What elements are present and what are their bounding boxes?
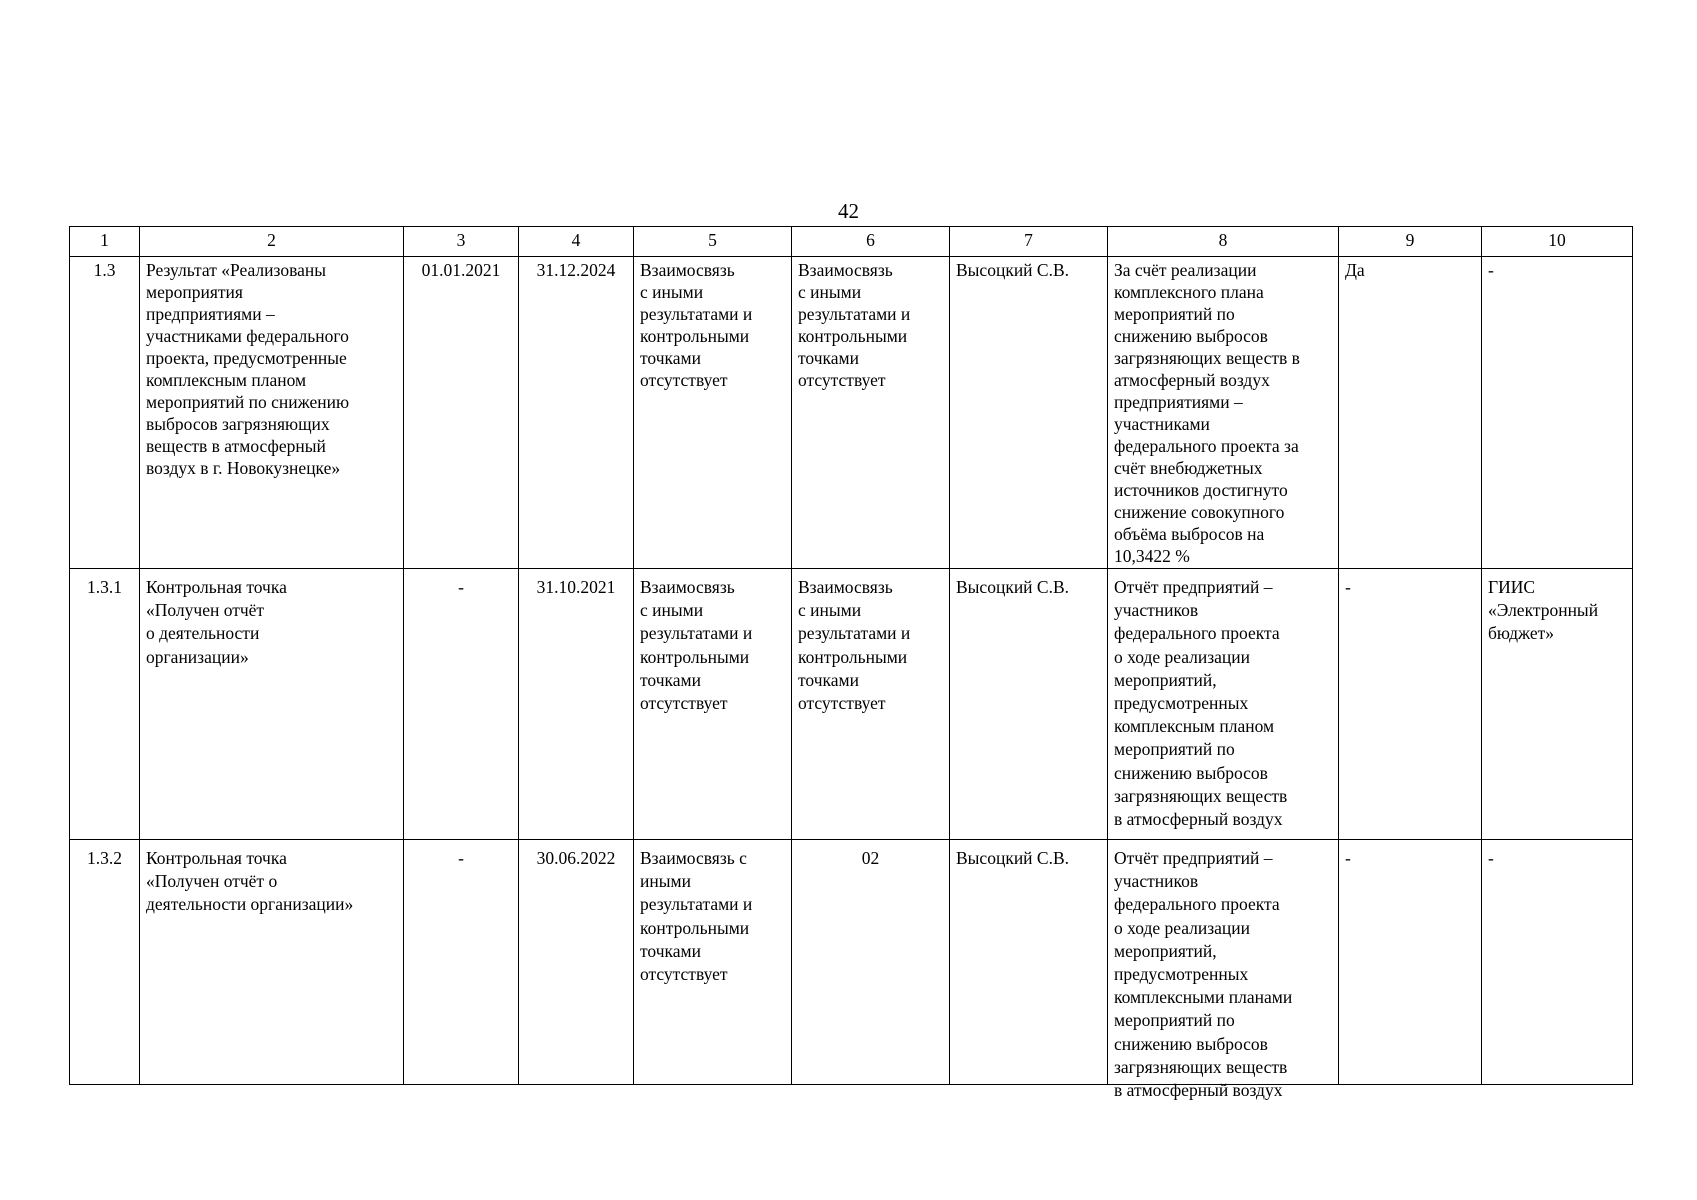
page-number: 42 xyxy=(838,199,859,223)
table-row xyxy=(70,569,1633,840)
column-header: 6 xyxy=(792,227,950,257)
cell-line: комплексным планом xyxy=(146,370,307,390)
result-name-cell xyxy=(140,257,404,569)
end-date-cell: 31.10.2021 xyxy=(519,569,634,840)
cell-line: участников xyxy=(1114,600,1199,621)
cell-line: контрольными xyxy=(640,326,750,346)
cell-line: объёма выбросов на xyxy=(1114,524,1265,544)
responsible-cell: Высоцкий С.В. xyxy=(950,840,1108,1085)
start-date-cell: - xyxy=(404,840,519,1085)
cell-line: отсутствует xyxy=(798,693,886,714)
cell-line: 10,3422 % xyxy=(1114,546,1190,566)
cell-line: Взаимосвязь xyxy=(798,577,893,597)
cell-line: мероприятий, xyxy=(1114,669,1217,690)
cell-line: точками xyxy=(640,348,701,368)
cell-line: результатами и xyxy=(640,304,753,324)
cell-line: с иными xyxy=(640,600,704,621)
relation-cell xyxy=(634,569,792,840)
cell-line: точками xyxy=(798,348,859,368)
column-header: 2 xyxy=(140,227,404,257)
cell-line: предприятиями – xyxy=(146,304,275,324)
system-cell xyxy=(1482,840,1633,1085)
cell-line: точками xyxy=(640,940,701,961)
cell-line: иными xyxy=(640,871,691,892)
cell-line: федерального проекта за xyxy=(1114,436,1299,456)
cell-line: - xyxy=(1488,260,1494,280)
cell-line: мероприятий по xyxy=(1114,739,1235,760)
cell-line: Взаимосвязь xyxy=(640,577,735,597)
cell-line: комплексным планом xyxy=(1114,716,1275,737)
cell-line: участниками xyxy=(1114,414,1210,434)
cell-line: Взаимосвязь xyxy=(640,260,735,280)
cell-line: мероприятия xyxy=(146,282,243,302)
cell-line: бюджет» xyxy=(1488,623,1555,644)
column-header: 9 xyxy=(1339,227,1482,257)
cell-line: выбросов загрязняющих xyxy=(146,414,330,434)
row-number: 1.3.1 xyxy=(70,569,140,840)
cell-line: Результат «Реализованы xyxy=(146,260,326,280)
cell-line: результатами и xyxy=(640,894,753,915)
column-header: 8 xyxy=(1108,227,1339,257)
cell-line: контрольными xyxy=(798,326,908,346)
cell-line: с иными xyxy=(798,282,862,302)
cell-line: с иными xyxy=(640,282,704,302)
cell-line: Взаимосвязь с xyxy=(640,848,747,868)
result-name-cell xyxy=(140,569,404,840)
cell-line: о деятельности xyxy=(146,623,260,644)
cell-line: «Получен отчёт о xyxy=(146,871,278,892)
column-header: 4 xyxy=(519,227,634,257)
cell-line: результатами и xyxy=(798,623,911,644)
cell-line: предприятиями – xyxy=(1114,392,1243,412)
cell-line: комплексного плана xyxy=(1114,282,1264,302)
cell-line: Взаимосвязь xyxy=(798,260,893,280)
relation-cell xyxy=(792,569,950,840)
cell-line: в атмосферный воздух xyxy=(1114,1080,1283,1101)
relation-cell xyxy=(792,257,950,569)
description-cell xyxy=(1108,840,1339,1101)
cell-line: федерального проекта xyxy=(1114,623,1280,644)
cell-line: Отчёт предприятий – xyxy=(1114,577,1273,597)
cell-line: - xyxy=(1488,848,1494,868)
cell-line: контрольными xyxy=(640,917,750,938)
responsible-cell: Высоцкий С.В. xyxy=(950,569,1108,840)
cell-line: За счёт реализации xyxy=(1114,260,1257,280)
column-header: 7 xyxy=(950,227,1108,257)
cell-line: комплексными планами xyxy=(1114,987,1293,1008)
cell-line: мероприятий по xyxy=(1114,304,1235,324)
cell-line: мероприятий, xyxy=(1114,940,1217,961)
flag-cell: Да xyxy=(1339,257,1482,569)
cell-line: отсутствует xyxy=(640,370,728,390)
end-date-cell: 31.12.2024 xyxy=(519,257,634,569)
cell-line: Отчёт предприятий – xyxy=(1114,848,1273,868)
cell-line: точками xyxy=(640,669,701,690)
row-number: 1.3 xyxy=(70,257,140,569)
end-date-cell: 30.06.2022 xyxy=(519,840,634,1085)
flag-cell: - xyxy=(1339,569,1482,840)
cell-line: результатами и xyxy=(798,304,911,324)
cell-line: мероприятий по снижению xyxy=(146,392,350,412)
cell-line: участниками федерального xyxy=(146,326,349,346)
system-cell xyxy=(1482,569,1633,840)
cell-line: проекта, предусмотренные xyxy=(146,348,347,368)
cell-line: снижению выбросов xyxy=(1114,326,1268,346)
relation-cell xyxy=(634,257,792,569)
cell-line: веществ в атмосферный xyxy=(146,436,326,456)
cell-line: с иными xyxy=(798,600,862,621)
responsible-cell: Высоцкий С.В. xyxy=(950,257,1108,569)
cell-line: предусмотренных xyxy=(1114,693,1249,714)
relation-cell xyxy=(634,840,792,1085)
cell-line: федерального проекта xyxy=(1114,894,1280,915)
schedule-table xyxy=(69,226,1633,1101)
relation-code-cell: 02 xyxy=(792,840,950,1085)
cell-line: загрязняющих веществ xyxy=(1114,785,1288,806)
cell-line: атмосферный воздух xyxy=(1114,370,1270,390)
cell-line: предусмотренных xyxy=(1114,964,1249,985)
cell-line: «Получен отчёт xyxy=(146,600,265,621)
start-date-cell: - xyxy=(404,569,519,840)
cell-line: снижению выбросов xyxy=(1114,1033,1268,1054)
column-header: 3 xyxy=(404,227,519,257)
table-header-row xyxy=(70,227,1633,257)
cell-line: точками xyxy=(798,669,859,690)
cell-line: «Электронный xyxy=(1488,600,1599,621)
result-name-cell xyxy=(140,840,404,1085)
cell-line: отсутствует xyxy=(640,964,728,985)
cell-line: Контрольная точка xyxy=(146,848,287,868)
cell-line: о ходе реализации xyxy=(1114,917,1251,938)
cell-line: о ходе реализации xyxy=(1114,646,1251,667)
cell-line: результатами и xyxy=(640,623,753,644)
cell-line: контрольными xyxy=(798,646,908,667)
description-cell xyxy=(1108,257,1339,569)
column-header: 5 xyxy=(634,227,792,257)
row-number: 1.3.2 xyxy=(70,840,140,1085)
table-row xyxy=(70,257,1633,569)
cell-line: организации» xyxy=(146,646,249,667)
cell-line: снижение совокупного xyxy=(1114,502,1285,522)
cell-line: отсутствует xyxy=(798,370,886,390)
cell-line: источников достигнуто xyxy=(1114,480,1288,500)
description-cell xyxy=(1108,569,1339,840)
cell-line: мероприятий по xyxy=(1114,1010,1235,1031)
cell-line: участников xyxy=(1114,871,1199,892)
cell-line: отсутствует xyxy=(640,693,728,714)
flag-cell: - xyxy=(1339,840,1482,1085)
cell-line: в атмосферный воздух xyxy=(1114,809,1283,830)
cell-line: Контрольная точка xyxy=(146,577,287,597)
system-cell xyxy=(1482,257,1633,569)
cell-line: снижению выбросов xyxy=(1114,762,1268,783)
cell-line: загрязняющих веществ xyxy=(1114,1056,1288,1077)
column-header: 1 xyxy=(70,227,140,257)
table-row xyxy=(70,840,1633,1085)
cell-line: контрольными xyxy=(640,646,750,667)
cell-line: деятельности организации» xyxy=(146,894,354,915)
cell-line: счёт внебюджетных xyxy=(1114,458,1263,478)
cell-line: ГИИС xyxy=(1488,577,1536,597)
column-header: 10 xyxy=(1482,227,1633,257)
cell-line: загрязняющих веществ в xyxy=(1114,348,1300,368)
cell-line: воздух в г. Новокузнецке» xyxy=(146,458,341,478)
description-clip xyxy=(1114,847,1332,1101)
start-date-cell: 01.01.2021 xyxy=(404,257,519,569)
